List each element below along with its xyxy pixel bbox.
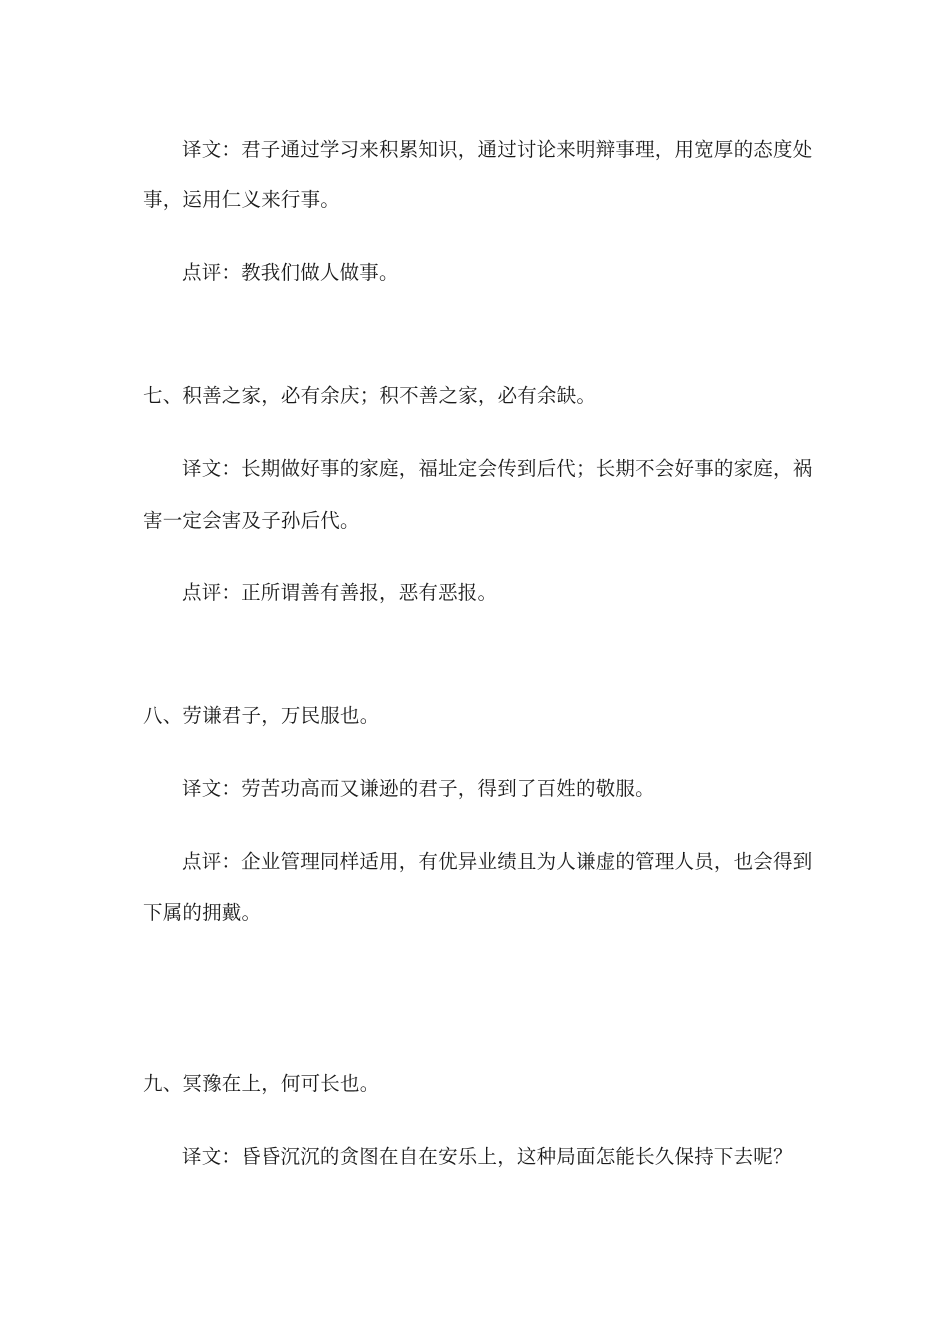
translation-paragraph-line: 害一定会害及子孙后代。 xyxy=(143,509,360,532)
section-heading-7: 七、积善之家，必有余庆；积不善之家，必有余缺。 xyxy=(143,384,597,407)
commentary-paragraph-line: 下属的拥戴。 xyxy=(143,901,262,924)
translation-paragraph-line: 事，运用仁义来行事。 xyxy=(143,188,341,211)
translation-paragraph-line: 译文：君子通过学习来积累知识，通过讨论来明辩事理，用宽厚的态度处 xyxy=(182,138,813,161)
commentary-paragraph: 点评：教我们做人做事。 xyxy=(182,261,399,284)
section-heading-9: 九、冥豫在上，何可长也。 xyxy=(143,1072,380,1095)
translation-paragraph-line: 译文：长期做好事的家庭，福址定会传到后代；长期不会好事的家庭，祸 xyxy=(182,457,813,480)
commentary-paragraph: 点评：正所谓善有善报，恶有恶报。 xyxy=(182,581,498,604)
commentary-paragraph-line: 点评：企业管理同样适用，有优异业绩且为人谦虚的管理人员，也会得到 xyxy=(182,850,813,873)
translation-paragraph: 译文：昏昏沉沉的贪图在自在安乐上，这种局面怎能长久保持下去呢？ xyxy=(182,1145,793,1168)
section-heading-8: 八、劳谦君子，万民服也。 xyxy=(143,704,380,727)
translation-paragraph: 译文：劳苦功高而又谦逊的君子，得到了百姓的敬服。 xyxy=(182,777,655,800)
